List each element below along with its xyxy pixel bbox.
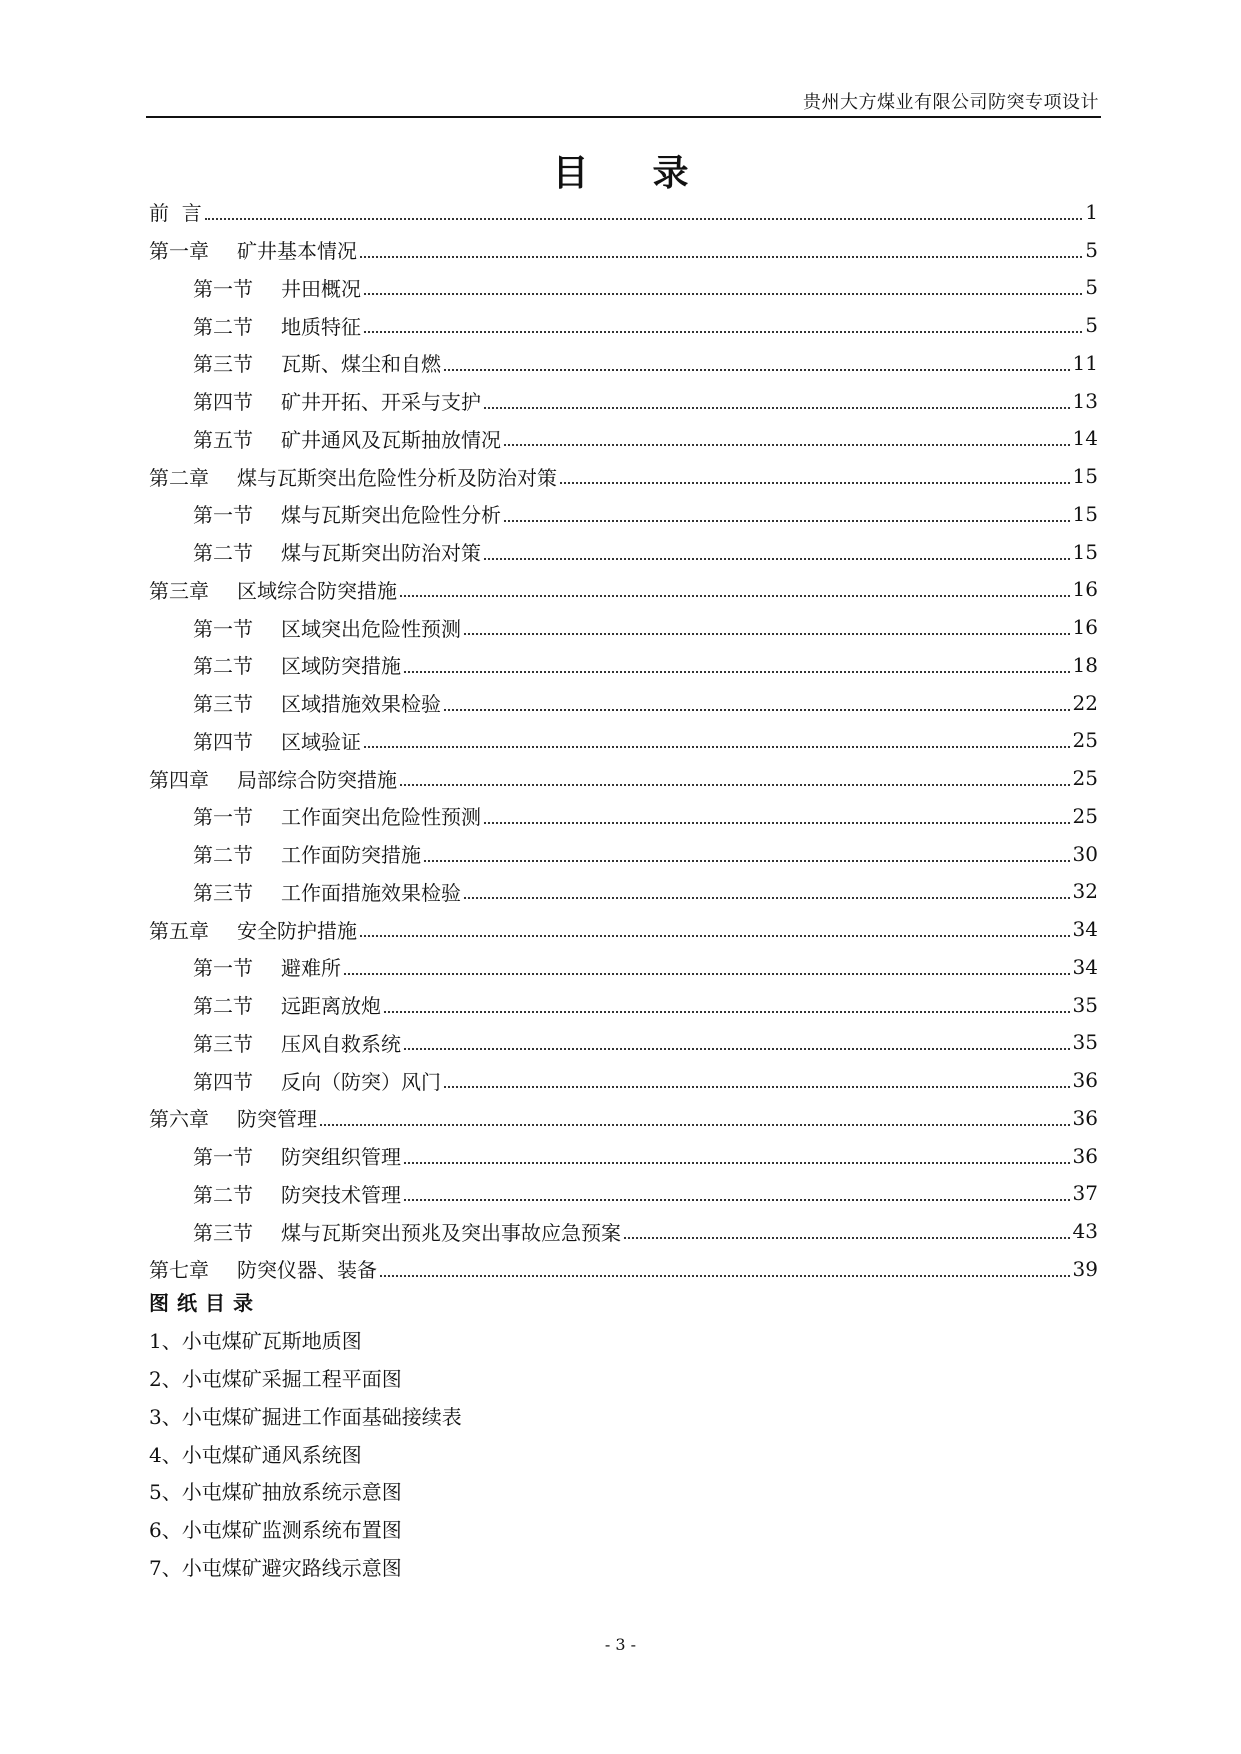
toc-entry-title: 防突组织管理 bbox=[281, 1145, 401, 1170]
toc-leader-dots bbox=[380, 1275, 1070, 1277]
toc-entry-page: 18 bbox=[1072, 652, 1098, 677]
toc-leader-dots bbox=[400, 595, 1070, 597]
toc-entry-page: 34 bbox=[1072, 917, 1098, 942]
toc-entry-number: 第三节 bbox=[193, 692, 253, 717]
toc-leader-dots bbox=[384, 1011, 1070, 1013]
toc-entry-page: 16 bbox=[1072, 615, 1098, 640]
drawing-item: 5、小屯煤矿抽放系统示意图 bbox=[149, 1480, 402, 1505]
toc-entry bbox=[149, 608, 1098, 646]
toc-entry bbox=[149, 1099, 1098, 1137]
toc-leader-dots bbox=[205, 218, 1083, 220]
toc-leader-dots bbox=[404, 671, 1070, 673]
toc-leader-dots bbox=[624, 1237, 1070, 1239]
toc-leader-dots bbox=[444, 709, 1070, 711]
toc-leader-dots bbox=[464, 633, 1070, 635]
toc-entry-number: 第三节 bbox=[193, 1220, 253, 1245]
toc-entry-number: 第一节 bbox=[193, 503, 253, 528]
toc-entry-page: 1 bbox=[1085, 199, 1098, 224]
toc-entry bbox=[149, 910, 1098, 948]
toc-entry-page: 37 bbox=[1072, 1181, 1098, 1206]
toc-entry-number: 第一节 bbox=[193, 805, 253, 830]
toc-entry bbox=[149, 1137, 1098, 1175]
toc-leader-dots bbox=[404, 1162, 1070, 1164]
toc-entry-page: 43 bbox=[1072, 1219, 1098, 1244]
toc-entry-number: 第二节 bbox=[193, 541, 253, 566]
toc-leader-dots bbox=[464, 897, 1070, 899]
toc-entry-title: 局部综合防突措施 bbox=[237, 767, 397, 792]
toc-entry-page: 25 bbox=[1072, 728, 1098, 753]
toc-leader-dots bbox=[364, 293, 1082, 295]
toc-entry bbox=[149, 1250, 1098, 1288]
toc-leader-dots bbox=[504, 520, 1070, 522]
drawing-item: 2、小屯煤矿采掘工程平面图 bbox=[149, 1367, 402, 1392]
toc-entry-title: 区域突出危险性预测 bbox=[281, 616, 461, 641]
toc-entry bbox=[149, 759, 1098, 797]
toc-entry-page: 14 bbox=[1072, 426, 1098, 451]
toc-entry-number: 第二节 bbox=[193, 654, 253, 679]
toc-entry bbox=[149, 571, 1098, 609]
toc-entry bbox=[149, 269, 1098, 307]
toc-entry bbox=[149, 193, 1098, 231]
toc-entry-title: 工作面突出危险性预测 bbox=[281, 805, 481, 830]
toc-entry-title: 煤与瓦斯突出危险性分析及防治对策 bbox=[237, 465, 557, 490]
toc-entry-number: 第二节 bbox=[193, 994, 253, 1019]
toc-entry-number: 第一节 bbox=[193, 276, 253, 301]
toc-entry-title: 安全防护措施 bbox=[237, 918, 357, 943]
page-header bbox=[146, 86, 1101, 118]
toc-entry-number: 第二节 bbox=[193, 314, 253, 339]
toc-leader-dots bbox=[400, 784, 1070, 786]
toc-entry-title: 区域措施效果检验 bbox=[281, 692, 441, 717]
toc-entry-number: 第一节 bbox=[193, 956, 253, 981]
toc-leader-dots bbox=[444, 1086, 1070, 1088]
toc-entry-number: 第三节 bbox=[193, 880, 253, 905]
toc-entry-number: 第三节 bbox=[193, 352, 253, 377]
toc-leader-dots bbox=[344, 973, 1070, 975]
toc-leader-dots bbox=[364, 331, 1082, 333]
toc-entry-title: 防突管理 bbox=[237, 1107, 317, 1132]
toc-entry-title: 反向（防突）风门 bbox=[281, 1069, 441, 1094]
toc-leader-dots bbox=[424, 860, 1070, 862]
toc-entry-page: 36 bbox=[1072, 1068, 1098, 1093]
toc-entry-page: 15 bbox=[1072, 501, 1098, 526]
header-title: 贵州大方煤业有限公司防突专项设计 bbox=[803, 92, 1099, 113]
toc-entry bbox=[149, 1061, 1098, 1099]
toc-entry bbox=[149, 873, 1098, 911]
toc-entry-title: 远距离放炮 bbox=[281, 994, 381, 1019]
toc-entry-title: 煤与瓦斯突出预兆及突出事故应急预案 bbox=[281, 1220, 621, 1245]
toc-entry bbox=[149, 306, 1098, 344]
drawing-item: 4、小屯煤矿通风系统图 bbox=[149, 1442, 362, 1467]
toc-leader-dots bbox=[360, 935, 1070, 937]
toc-entry bbox=[149, 646, 1098, 684]
toc-leader-dots bbox=[444, 369, 1070, 371]
toc-entry-title: 工作面措施效果检验 bbox=[281, 880, 461, 905]
toc-entry-title: 煤与瓦斯突出危险性分析 bbox=[281, 503, 501, 528]
toc-leader-dots bbox=[320, 1124, 1070, 1126]
toc-entry-title: 防突技术管理 bbox=[281, 1182, 401, 1207]
toc-leader-dots bbox=[484, 822, 1070, 824]
toc-leader-dots bbox=[404, 1048, 1070, 1050]
toc-entry-page: 11 bbox=[1072, 350, 1098, 375]
toc-entry-title: 避难所 bbox=[281, 956, 341, 981]
toc-entry bbox=[149, 457, 1098, 495]
toc-entry-page: 30 bbox=[1072, 841, 1098, 866]
toc-entry bbox=[149, 986, 1098, 1024]
toc-entry-title: 工作面防突措施 bbox=[281, 843, 421, 868]
toc-entry bbox=[149, 231, 1098, 269]
toc-entry bbox=[149, 835, 1098, 873]
toc-entry bbox=[149, 382, 1098, 420]
toc-entry-number: 第二章 bbox=[149, 465, 209, 490]
toc-leader-dots bbox=[360, 256, 1082, 258]
toc-entry-title: 井田概况 bbox=[281, 276, 361, 301]
toc-entry-title: 瓦斯、煤尘和自燃 bbox=[281, 352, 441, 377]
toc-entry-page: 25 bbox=[1072, 766, 1098, 791]
toc-entry-page: 13 bbox=[1072, 388, 1098, 413]
toc-entry-title: 矿井开拓、开采与支护 bbox=[281, 390, 481, 415]
toc-entry bbox=[149, 1024, 1098, 1062]
toc-entry-title: 区域验证 bbox=[281, 729, 361, 754]
toc-entry-number: 第三章 bbox=[149, 578, 209, 603]
toc-entry-page: 32 bbox=[1072, 879, 1098, 904]
toc-entry-number: 第四节 bbox=[193, 390, 253, 415]
toc-leader-dots bbox=[560, 482, 1070, 484]
toc-entry-page: 35 bbox=[1072, 992, 1098, 1017]
toc-entry bbox=[149, 1175, 1098, 1213]
toc-entry-page: 15 bbox=[1072, 464, 1098, 489]
toc-entry bbox=[149, 684, 1098, 722]
toc-entry-title: 地质特征 bbox=[281, 314, 361, 339]
toc-entry-page: 5 bbox=[1085, 237, 1098, 262]
toc-entry bbox=[149, 1212, 1098, 1250]
toc-leader-dots bbox=[484, 558, 1070, 560]
toc-entry-page: 22 bbox=[1072, 690, 1098, 715]
drawings-title: 图纸目录 bbox=[149, 1291, 261, 1315]
toc-entry bbox=[149, 420, 1098, 458]
toc-entry-number: 第二节 bbox=[193, 843, 253, 868]
toc-entry-number: 第一节 bbox=[193, 1145, 253, 1170]
toc-entry-title: 区域防突措施 bbox=[281, 654, 401, 679]
toc-entry bbox=[149, 344, 1098, 382]
toc-entry-number: 第六章 bbox=[149, 1107, 209, 1132]
toc-entry-page: 39 bbox=[1072, 1256, 1098, 1281]
toc-entry bbox=[149, 948, 1098, 986]
drawing-item: 7、小屯煤矿避灾路线示意图 bbox=[149, 1555, 402, 1580]
toc-entry bbox=[149, 797, 1098, 835]
toc-entry bbox=[149, 495, 1098, 533]
toc-entry-number: 第五章 bbox=[149, 918, 209, 943]
toc-entry-page: 5 bbox=[1085, 275, 1098, 300]
toc-entry-page: 34 bbox=[1072, 954, 1098, 979]
toc-entry-number: 第四节 bbox=[193, 1069, 253, 1094]
toc-leader-dots bbox=[504, 444, 1070, 446]
toc-entry bbox=[149, 722, 1098, 760]
toc-entry-page: 25 bbox=[1072, 803, 1098, 828]
toc-entry-number: 第二节 bbox=[193, 1182, 253, 1207]
drawing-item: 6、小屯煤矿监测系统布置图 bbox=[149, 1518, 402, 1543]
toc-entry-number: 第五节 bbox=[193, 427, 253, 452]
toc-entry-number: 第四节 bbox=[193, 729, 253, 754]
toc-entry-page: 5 bbox=[1085, 313, 1098, 338]
toc-leader-dots bbox=[404, 1199, 1070, 1201]
toc-entry-title: 矿井基本情况 bbox=[237, 239, 357, 264]
toc-entry-title: 区域综合防突措施 bbox=[237, 578, 397, 603]
toc-leader-dots bbox=[364, 746, 1070, 748]
drawing-item: 3、小屯煤矿掘进工作面基础接续表 bbox=[149, 1404, 462, 1429]
toc-leader-dots bbox=[484, 407, 1070, 409]
toc-entry-number: 第四章 bbox=[149, 767, 209, 792]
toc-entry-page: 35 bbox=[1072, 1030, 1098, 1055]
toc-entry-number: 第七章 bbox=[149, 1258, 209, 1283]
page-title: 目录 bbox=[552, 152, 753, 194]
toc-entry-number: 前 言 bbox=[149, 201, 202, 226]
toc-entry-page: 36 bbox=[1072, 1143, 1098, 1168]
drawing-item: 1、小屯煤矿瓦斯地质图 bbox=[149, 1329, 362, 1354]
toc-entry-page: 16 bbox=[1072, 577, 1098, 602]
drawings-list bbox=[149, 1321, 462, 1585]
toc-entry-title: 煤与瓦斯突出防治对策 bbox=[281, 541, 481, 566]
toc-entry-page: 36 bbox=[1072, 1105, 1098, 1130]
toc-entry-page: 15 bbox=[1072, 539, 1098, 564]
toc-entry-title: 矿井通风及瓦斯抽放情况 bbox=[281, 427, 501, 452]
toc-entry bbox=[149, 533, 1098, 571]
toc-entry-title: 防突仪器、装备 bbox=[237, 1258, 377, 1283]
toc-entry-number: 第一章 bbox=[149, 239, 209, 264]
toc-entry-number: 第三节 bbox=[193, 1031, 253, 1056]
page-number: - 3 - bbox=[604, 1635, 637, 1654]
table-of-contents bbox=[149, 193, 1098, 1288]
toc-entry-title: 压风自救系统 bbox=[281, 1031, 401, 1056]
toc-entry-number: 第一节 bbox=[193, 616, 253, 641]
